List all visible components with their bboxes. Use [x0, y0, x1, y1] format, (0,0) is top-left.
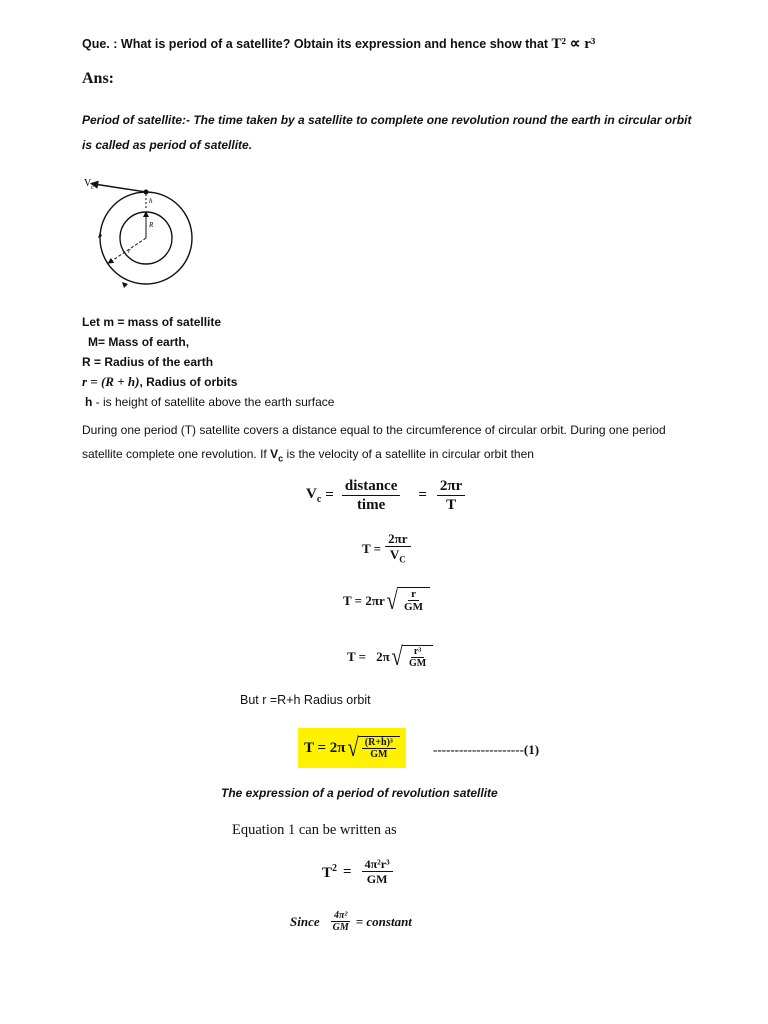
eq2-lhs: T =	[362, 540, 382, 556]
question-text: Que. : What is period of a satellite? Obtain its expression and hence show that	[82, 37, 549, 51]
def-line-r	[82, 372, 334, 392]
equation-constant	[290, 910, 412, 934]
eq5-lhs: T = 2π	[304, 739, 346, 756]
equation-written-text: Equation 1 can be written as	[232, 822, 397, 838]
satellite-dot	[144, 190, 149, 195]
eq1-equals: =	[325, 487, 334, 504]
para-part-2: is the velocity of a satellite in circular orbit then	[283, 447, 534, 461]
velocity-sub-label: c	[91, 185, 94, 191]
h-label: h	[149, 197, 153, 205]
r-label: r	[128, 247, 131, 255]
velocity-label: V	[84, 178, 92, 189]
equation-period-highlighted	[298, 728, 406, 768]
def-line-h	[82, 392, 334, 412]
eq6-lhs: $T^2$	[322, 862, 338, 881]
but-statement: But r =R+h Radius orbit	[240, 693, 371, 707]
para-vc: $V_c$	[270, 447, 284, 464]
eq7-fraction: $\frac{\text{4π²}}{GM}$	[332, 910, 349, 933]
R-label: R	[149, 221, 154, 229]
expression-caption: The expression of a period of revolution satellite	[221, 786, 498, 800]
explanation-paragraph	[82, 418, 692, 470]
para-part-1: During one period (T) satellite covers a distance equal to the circumference of circular orbit. During one period satellite complete one revolution. If	[82, 423, 666, 461]
orbit-diagram	[82, 172, 202, 302]
def-line-M: M= Mass of earth,	[88, 335, 190, 349]
eq1-lhs: $V_c$	[306, 486, 322, 506]
orbit-diagram-svg	[82, 172, 202, 302]
eq2-fraction: $\frac{2\pi r}{V_C}$	[385, 532, 410, 566]
equation-period-squared	[322, 858, 397, 887]
equation-number: ---------------------(1)	[433, 742, 540, 757]
equation-period-2	[343, 586, 430, 616]
eq1-fraction-1: $\frac{\text{distance}}{\text{time}}$	[342, 478, 401, 514]
eq1-equals-2: =	[418, 487, 427, 504]
eq7-since: Since	[290, 914, 320, 929]
def-r-text: , Radius of orbits	[139, 375, 238, 389]
eq4-coef: 2π	[376, 649, 390, 664]
eq4-lhs: T =	[347, 649, 367, 664]
eq3-sqrt: √ $\frac{r}{GM}$	[385, 586, 430, 616]
question-relation: T² ∝ r³	[551, 36, 596, 52]
eq1-fraction-2: $\frac{2\pi r}{T}$	[437, 478, 465, 514]
eq6-fraction: $\frac{\text{4π²r³}}{GM}$	[362, 858, 393, 887]
eq7-rhs: = constant	[355, 914, 412, 929]
def-h-text: - is height of satellite above the earth surface	[92, 395, 335, 409]
variable-definitions	[82, 312, 334, 412]
equation-period-3	[347, 642, 433, 672]
equation-period-1	[362, 532, 415, 566]
eq6-equals: =	[343, 863, 352, 880]
def-h-symbol: h	[85, 395, 93, 409]
equation-velocity	[306, 478, 469, 514]
eq3-lhs: T = 2πr	[343, 593, 385, 608]
velocity-arrow	[94, 184, 146, 192]
definition-text: Period of satellite:- The time taken by a satellite to complete one revolution round the earth in circular orbit is called as period of satellite.	[82, 113, 692, 152]
question-heading	[82, 34, 595, 53]
answer-label: Ans:	[82, 70, 115, 87]
def-line-R: R = Radius of the earth	[82, 355, 214, 369]
eq5-sqrt: √ $\frac{\text{(R+h)³}}{GM}$	[346, 733, 400, 763]
def-line-m: Let m = mass of satellite	[82, 315, 222, 329]
eq4-sqrt: √ $\frac{\text{r³}}{GM}$	[390, 642, 434, 672]
def-r-math: r = (R + h)	[82, 374, 140, 389]
orbit-direction-marker	[122, 282, 128, 288]
